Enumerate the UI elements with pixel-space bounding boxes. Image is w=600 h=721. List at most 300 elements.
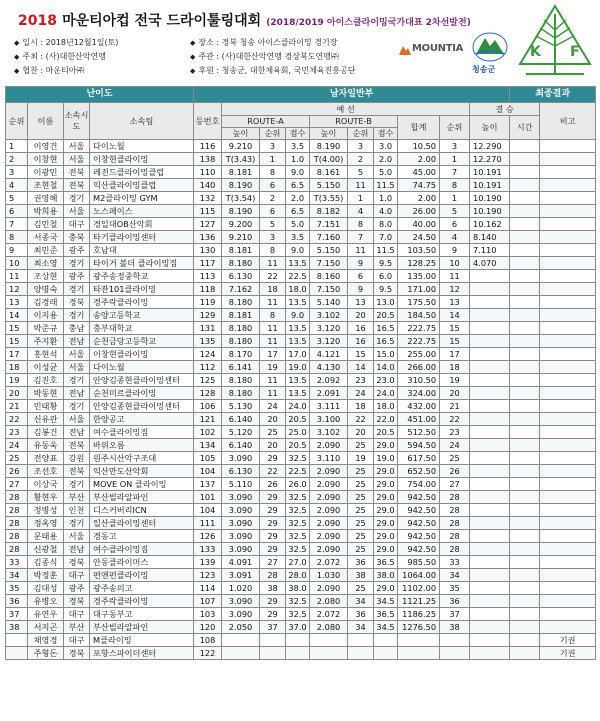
cell-final-time [510, 530, 540, 543]
cell-final-time [510, 491, 540, 504]
cell-a-rank: 5 [260, 218, 286, 231]
cell-b-height: 7.150 [310, 283, 348, 296]
cell-region: 서울 [64, 530, 90, 543]
cell-total: 985.50 [398, 556, 440, 569]
cell-team: 바위오름 [90, 439, 194, 452]
kf-tree-icon [516, 4, 594, 82]
cell-a-rank: 29 [260, 608, 286, 621]
cell-prelim-rank: 15 [440, 322, 470, 335]
cell-rank: 21 [6, 400, 28, 413]
cell-b-height: 2.090 [310, 582, 348, 595]
header-b-height: 높이 [310, 128, 348, 140]
cell-team: 충부대학교 [90, 322, 194, 335]
title-subtitle: (2018/2019 아이스클라이밍국가대표 2차선발전) [266, 18, 471, 28]
cell-a-score: 32.5 [286, 491, 310, 504]
cell-a-score: 32.5 [286, 452, 310, 465]
cell-region: 경기 [64, 517, 90, 530]
cell-a-score: 20.5 [286, 439, 310, 452]
cell-b-rank: 34 [348, 595, 374, 608]
cell-b-score: 29.0 [374, 439, 398, 452]
table-row [6, 569, 596, 582]
cell-b-height: 2.072 [310, 556, 348, 569]
cell-a-score: 18.0 [286, 283, 310, 296]
cell-prelim-rank: 12 [440, 283, 470, 296]
cell-prelim-rank: 20 [440, 387, 470, 400]
cell-team: 부산빌라알파인 [90, 621, 194, 634]
cell-a-score: 13.5 [286, 257, 310, 270]
cell-b-score: 29.0 [374, 465, 398, 478]
table-row [6, 400, 596, 413]
cell-rank: 27 [6, 478, 28, 491]
cell-final-height [470, 517, 510, 530]
cell-a-rank: 11 [260, 374, 286, 387]
cell-region: 대구 [64, 218, 90, 231]
cell-final-height: 10.191 [470, 166, 510, 179]
cell-note [540, 530, 596, 543]
page-title [18, 10, 471, 30]
cell-prelim-rank: 4 [440, 231, 470, 244]
cell-note [540, 465, 596, 478]
cell-team: 호남대 [90, 244, 194, 257]
cell-prelim-rank: 3 [440, 140, 470, 153]
cell-note [540, 257, 596, 270]
cell-bib: 139 [194, 556, 222, 569]
cell-a-height: 5.110 [222, 478, 260, 491]
cell-prelim-rank: 18 [440, 361, 470, 374]
cell-b-rank: 34 [348, 621, 374, 634]
cell-name: 박희용 [28, 205, 64, 218]
cell-rank: 20 [6, 387, 28, 400]
cell-a-score: 22.5 [286, 270, 310, 283]
cell-total: 103.50 [398, 244, 440, 257]
mountia-mark-icon [398, 43, 412, 57]
cell-a-score: 22.5 [286, 465, 310, 478]
cell-name: 유동욱 [28, 439, 64, 452]
cell-prelim-rank [440, 634, 470, 647]
cell-note [540, 244, 596, 257]
cell-note [540, 309, 596, 322]
cell-b-height: 3.110 [310, 452, 348, 465]
cell-bib: 113 [194, 270, 222, 283]
cell-final-height [470, 582, 510, 595]
cell-final-time [510, 608, 540, 621]
cell-b-rank: 9 [348, 257, 374, 270]
table-row [6, 582, 596, 595]
cell-a-height: T(3.54) [222, 192, 260, 205]
cell-rank: 15 [6, 322, 28, 335]
cell-note [540, 426, 596, 439]
cell-region: 경기 [64, 478, 90, 491]
cell-b-score: 11.5 [374, 179, 398, 192]
cell-b-rank: 8 [348, 218, 374, 231]
cell-b-score: 29.0 [374, 582, 398, 595]
cell-b-score: 13.0 [374, 296, 398, 309]
cell-region: 서울 [64, 348, 90, 361]
cell-total: 324.00 [398, 387, 440, 400]
cell-b-score [374, 647, 398, 660]
cell-note [540, 439, 596, 452]
results-table [5, 86, 596, 660]
cell-bib: 123 [194, 569, 222, 582]
cell-a-height: 8.180 [222, 322, 260, 335]
cell-a-rank: 11 [260, 387, 286, 400]
table-row [6, 387, 596, 400]
table-row [6, 504, 596, 517]
cell-a-rank: 27 [260, 556, 286, 569]
cell-rank: 36 [6, 595, 28, 608]
header-b-rank: 순위 [348, 128, 374, 140]
cell-team: 순천금당고등학교 [90, 335, 194, 348]
cell-a-rank: 37 [260, 621, 286, 634]
cell-a-height: 6.140 [222, 413, 260, 426]
cell-name: 이상국 [28, 478, 64, 491]
cell-b-height: 4.121 [310, 348, 348, 361]
cell-b-rank: 36 [348, 608, 374, 621]
cell-a-rank: 19 [260, 361, 286, 374]
cell-rank: 33 [6, 556, 28, 569]
cell-rank: 28 [6, 504, 28, 517]
cell-region: 경북 [64, 647, 90, 660]
cell-a-score: 13.5 [286, 296, 310, 309]
cell-b-rank: 1 [348, 192, 374, 205]
cell-name: 문태용 [28, 530, 64, 543]
cell-name: 조현철 [28, 179, 64, 192]
cell-prelim-rank: 17 [440, 348, 470, 361]
table-row [6, 231, 596, 244]
cell-a-height: 9.210 [222, 231, 260, 244]
cell-team: M2클라이밍 GYM [90, 192, 194, 205]
table-row [6, 270, 596, 283]
cell-a-rank: 29 [260, 504, 286, 517]
cell-rank: 28 [6, 530, 28, 543]
cell-b-rank: 36 [348, 556, 374, 569]
page-header [0, 0, 600, 85]
cell-region: 충북 [64, 231, 90, 244]
cell-b-score: 20.5 [374, 309, 398, 322]
cell-a-rank: 6 [260, 179, 286, 192]
cell-team: 여수클라이밍짐 [90, 426, 194, 439]
cell-a-score: 5.0 [286, 218, 310, 231]
cell-rank: 25 [6, 452, 28, 465]
cell-b-score: 9.5 [374, 257, 398, 270]
cell-bib: 124 [194, 348, 222, 361]
cell-bib: 129 [194, 309, 222, 322]
cell-team: 익산만도산악회 [90, 465, 194, 478]
cell-region: 부산 [64, 491, 90, 504]
cell-total: 942.50 [398, 504, 440, 517]
cell-b-score: 19.0 [374, 452, 398, 465]
cell-total: 266.00 [398, 361, 440, 374]
cell-final-time [510, 478, 540, 491]
cell-final-time [510, 309, 540, 322]
cell-rank: 9 [6, 244, 28, 257]
cell-name: 서지곤 [28, 621, 64, 634]
kf-logo-f: F [570, 44, 580, 60]
cell-b-height: 7.151 [310, 218, 348, 231]
cell-note [540, 270, 596, 283]
cell-bib: 130 [194, 244, 222, 257]
cell-bib: 121 [194, 413, 222, 426]
cell-region: 전북 [64, 179, 90, 192]
cell-bib: 119 [194, 296, 222, 309]
cell-bib: 116 [194, 140, 222, 153]
cell-final-height: 4.070 [470, 257, 510, 270]
cell-b-rank: 18 [348, 400, 374, 413]
cell-b-rank: 6 [348, 270, 374, 283]
cell-team: 노스페이스 [90, 205, 194, 218]
cell-prelim-rank: 33 [440, 556, 470, 569]
cell-region: 서울 [64, 413, 90, 426]
cell-b-rank: 15 [348, 348, 374, 361]
info-support: ◆ 후원 : 청송군, 대한체육회, 국민체육진흥공단 [190, 66, 356, 75]
cell-b-score: 15.0 [374, 348, 398, 361]
cell-a-score: 2.0 [286, 192, 310, 205]
cell-a-rank: 20 [260, 413, 286, 426]
cell-team: 포항스파이더센터 [90, 647, 194, 660]
cell-final-time [510, 192, 540, 205]
cell-a-height: 6.130 [222, 465, 260, 478]
cell-region: 경기 [64, 257, 90, 270]
cell-note [540, 582, 596, 595]
cell-b-height: 2.090 [310, 478, 348, 491]
cell-region: 충남 [64, 322, 90, 335]
cell-team: 송양고등학교 [90, 309, 194, 322]
cell-b-score: 1.0 [374, 192, 398, 205]
header-total: 합계 [398, 116, 440, 140]
cell-note [540, 491, 596, 504]
cell-b-rank: 25 [348, 465, 374, 478]
cell-a-score: 13.5 [286, 322, 310, 335]
cell-team: 익산클라이밍클럽 [90, 179, 194, 192]
cell-a-height: 8.170 [222, 348, 260, 361]
cell-rank: 23 [6, 426, 28, 439]
table-row [6, 556, 596, 569]
cell-note [540, 400, 596, 413]
cell-final-time [510, 153, 540, 166]
cell-b-score: 16.5 [374, 322, 398, 335]
cell-a-rank: 25 [260, 426, 286, 439]
cell-region: 광주 [64, 270, 90, 283]
cell-total: 754.00 [398, 478, 440, 491]
cell-prelim-rank: 37 [440, 608, 470, 621]
cell-final-height [470, 439, 510, 452]
cell-final-time [510, 205, 540, 218]
cell-final-time [510, 270, 540, 283]
cell-prelim-rank: 5 [440, 205, 470, 218]
cell-b-score: 7.0 [374, 231, 398, 244]
cell-note [540, 517, 596, 530]
cell-team: 광주송정중학교 [90, 270, 194, 283]
cell-final-height [470, 634, 510, 647]
cell-bib: 128 [194, 387, 222, 400]
cell-b-height: 2.090 [310, 517, 348, 530]
table-row [6, 634, 596, 647]
cell-final-height [470, 504, 510, 517]
cell-team: 경일대OB산악회 [90, 218, 194, 231]
cell-rank: 5 [6, 192, 28, 205]
cell-name: 주지환 [28, 335, 64, 348]
cell-rank: 17 [6, 348, 28, 361]
cell-final-height: 7.110 [470, 244, 510, 257]
cell-final-height: 8.140 [470, 231, 510, 244]
cell-note [540, 205, 596, 218]
cell-name: 김진호 [28, 374, 64, 387]
table-row [6, 426, 596, 439]
cell-final-time [510, 335, 540, 348]
info-date: ◆ 일시 : 2018년12월1일(토) [14, 38, 119, 47]
cell-b-height: 2.080 [310, 621, 348, 634]
cell-bib: 136 [194, 231, 222, 244]
cell-note [540, 504, 596, 517]
cell-team: 레전드클라이밍클럽 [90, 166, 194, 179]
cell-b-rank: 2 [348, 153, 374, 166]
cell-team: 타이거 볼더 클라이밍짐 [90, 257, 194, 270]
cell-region: 광주 [64, 582, 90, 595]
cell-b-height: 3.120 [310, 322, 348, 335]
table-row [6, 192, 596, 205]
cell-b-height: 2.090 [310, 465, 348, 478]
cell-final-time [510, 387, 540, 400]
cell-final-height [470, 296, 510, 309]
cell-total: 942.50 [398, 491, 440, 504]
cell-final-time [510, 595, 540, 608]
cell-bib: 105 [194, 452, 222, 465]
cell-b-rank: 22 [348, 413, 374, 426]
cell-prelim-rank: 28 [440, 543, 470, 556]
cell-total: 1121.25 [398, 595, 440, 608]
cell-final-time [510, 179, 540, 192]
cell-note [540, 283, 596, 296]
cell-b-rank: 3 [348, 140, 374, 153]
table-row [6, 257, 596, 270]
cell-final-time [510, 296, 540, 309]
cell-rank: 6 [6, 205, 28, 218]
cell-total: 26.00 [398, 205, 440, 218]
cell-b-rank: 25 [348, 504, 374, 517]
cell-a-height: 6.140 [222, 439, 260, 452]
cell-total [398, 634, 440, 647]
table-row [6, 517, 596, 530]
cell-final-height [470, 595, 510, 608]
cell-a-score: 28.0 [286, 569, 310, 582]
cell-b-rank: 14 [348, 361, 374, 374]
cell-b-height: 2.072 [310, 608, 348, 621]
cell-a-height: 3.090 [222, 608, 260, 621]
cell-a-score: 1.0 [286, 153, 310, 166]
cell-a-score: 37.0 [286, 621, 310, 634]
cell-a-rank: 29 [260, 530, 286, 543]
cell-region: 전남 [64, 335, 90, 348]
cell-a-height: 8.181 [222, 244, 260, 257]
cell-b-score: 20.5 [374, 426, 398, 439]
cell-team: 타잔101클라이밍 [90, 283, 194, 296]
cell-a-rank: 3 [260, 140, 286, 153]
cell-a-height: 3.090 [222, 452, 260, 465]
cell-b-score: 34.5 [374, 621, 398, 634]
cell-team: 안양김종현클라이밍센터 [90, 400, 194, 413]
cell-name: 전양표 [28, 452, 64, 465]
header-name: 이름 [28, 103, 64, 140]
cell-rank: 15 [6, 335, 28, 348]
cell-name: 김대성 [28, 582, 64, 595]
info-sponsor: ◆ 협찬 : 마운티아㈜ [14, 66, 85, 75]
cell-a-score [286, 647, 310, 660]
cell-bib: 127 [194, 218, 222, 231]
cell-final-height [470, 335, 510, 348]
cell-a-rank: 3 [260, 231, 286, 244]
cell-a-height: 3.090 [222, 530, 260, 543]
cell-rank: 14 [6, 309, 28, 322]
cell-b-height: 5.150 [310, 244, 348, 257]
cell-a-score: 6.5 [286, 205, 310, 218]
cell-final-height: 10.190 [470, 205, 510, 218]
cell-rank: 38 [6, 621, 28, 634]
cell-rank: 28 [6, 543, 28, 556]
cell-region: 전남 [64, 426, 90, 439]
cell-b-height: 7.150 [310, 257, 348, 270]
cell-a-height [222, 647, 260, 660]
cell-total: 2.00 [398, 192, 440, 205]
cell-b-height: 1.030 [310, 569, 348, 582]
cell-a-height: 4.091 [222, 556, 260, 569]
header-b-score: 점수 [374, 128, 398, 140]
cell-team: 경주락클라이밍 [90, 595, 194, 608]
cell-region: 서울 [64, 140, 90, 153]
cell-prelim-rank: 38 [440, 621, 470, 634]
cell-a-height: 7.162 [222, 283, 260, 296]
cell-a-score: 9.0 [286, 166, 310, 179]
cell-final-height [470, 621, 510, 634]
cell-bib: 102 [194, 426, 222, 439]
cell-b-height: 8.190 [310, 140, 348, 153]
cell-b-score: 6.0 [374, 270, 398, 283]
cell-prelim-rank: 1 [440, 192, 470, 205]
cell-total: 255.00 [398, 348, 440, 361]
cell-team: 다이노월 [90, 361, 194, 374]
cell-a-height [222, 634, 260, 647]
cell-region: 전북 [64, 465, 90, 478]
cell-a-rank: 11 [260, 296, 286, 309]
cell-a-height: 3.091 [222, 569, 260, 582]
cell-final-time [510, 634, 540, 647]
cell-a-rank: 20 [260, 439, 286, 452]
cell-note [540, 387, 596, 400]
table-row [6, 361, 596, 374]
cell-final-height [470, 400, 510, 413]
cell-b-score: 29.0 [374, 517, 398, 530]
cell-note [540, 621, 596, 634]
cell-prelim-rank: 8 [440, 179, 470, 192]
cell-bib: 117 [194, 257, 222, 270]
cell-b-score: 24.0 [374, 387, 398, 400]
cell-a-score: 13.5 [286, 335, 310, 348]
cell-final-time [510, 231, 540, 244]
cell-total: 594.50 [398, 439, 440, 452]
cell-note [540, 296, 596, 309]
table-row [6, 153, 596, 166]
cell-total: 74.75 [398, 179, 440, 192]
cell-final-height [470, 478, 510, 491]
cell-final-time [510, 517, 540, 530]
cell-bib: 135 [194, 335, 222, 348]
cell-rank: 3 [6, 166, 28, 179]
cell-final-time [510, 218, 540, 231]
cell-b-height: 8.160 [310, 270, 348, 283]
cell-final-time [510, 556, 540, 569]
cell-name: 이영건 [28, 140, 64, 153]
cell-a-height: 3.090 [222, 543, 260, 556]
cell-bib: 107 [194, 595, 222, 608]
